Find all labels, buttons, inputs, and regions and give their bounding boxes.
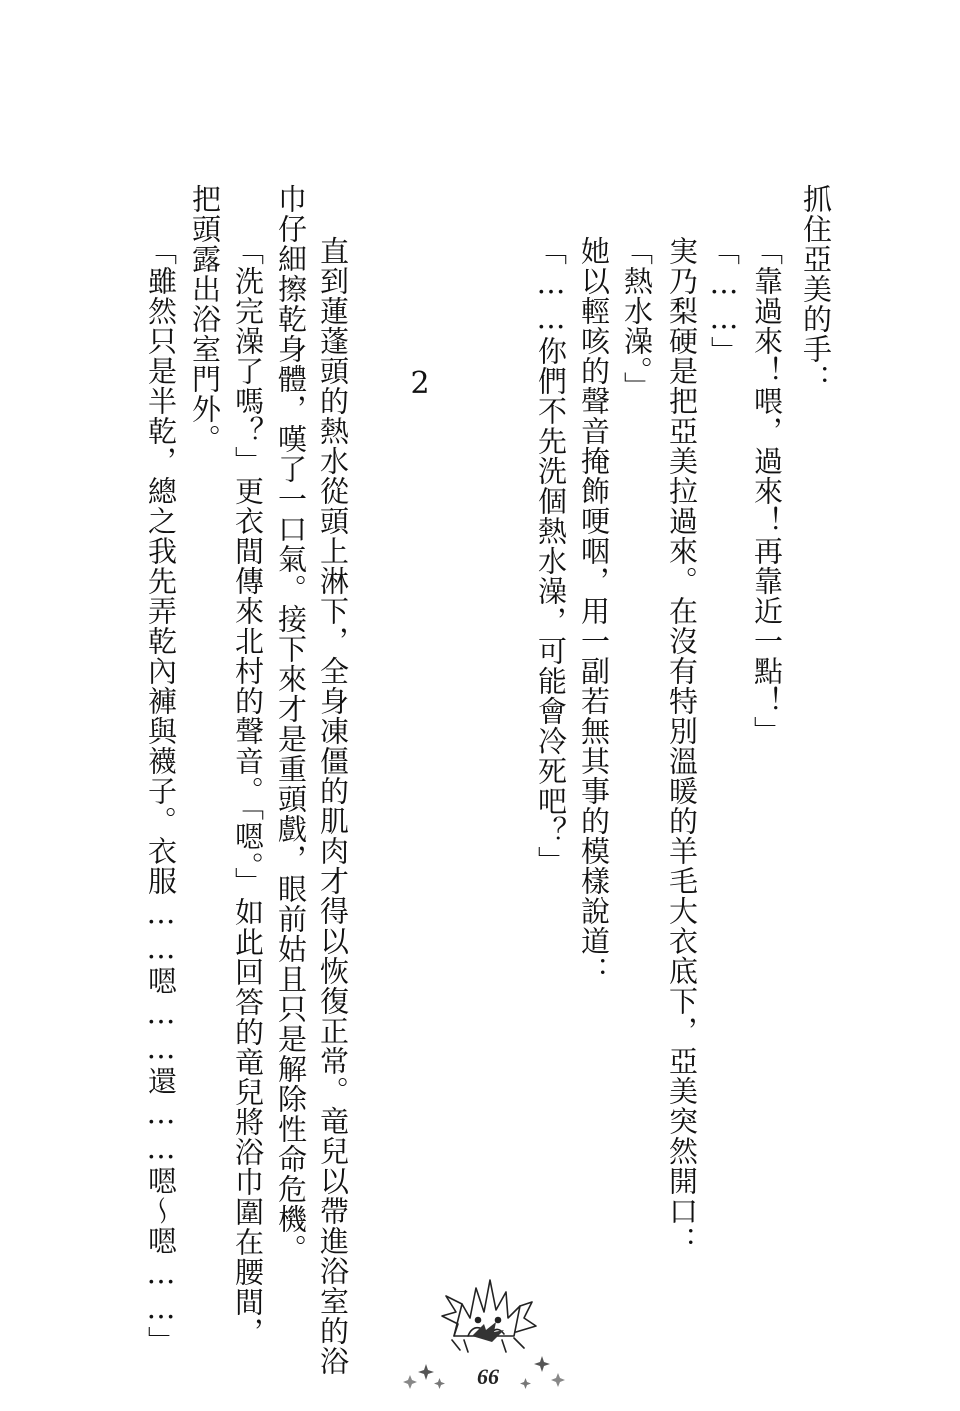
text-column-11: 把頭露出浴室門外。	[188, 184, 222, 454]
page-number: 66	[477, 1364, 499, 1389]
text-column-8: 直到蓮蓬頭的熱水從頭上淋下，全身凍僵的肌肉才得以恢復正常。竜兒以帶進浴室的浴	[316, 236, 350, 1376]
text-column-5: 「熱水澡。」	[620, 236, 654, 402]
text-column-7: 「……你們不先洗個熱水澡，可能會冷死吧？」	[534, 236, 568, 876]
text-column-1: 抓住亞美的手：	[799, 184, 833, 394]
text-column-9: 巾仔細擦乾身體，嘆了一口氣。接下來才是重頭戲，眼前姑且只是解除性命危機。	[274, 184, 308, 1264]
section-number: 2	[410, 366, 430, 401]
dragon-ornament-icon	[432, 1266, 542, 1356]
text-column-12: 「雖然只是半乾，總之我先弄乾內褲與襪子。衣服……嗯……還……嗯～嗯……」	[144, 236, 178, 1356]
text-column-4: 実乃梨硬是把亞美拉過來。在沒有特別溫暖的羊毛大衣底下，亞美突然開口：	[665, 236, 699, 1256]
text-column-2: 「靠過來！喂，過來！再靠近一點！」	[750, 236, 784, 746]
text-column-10: 「洗完澡了嗎？」更衣間傳來北村的聲音。「嗯。」如此回答的竜兒將浴巾圍在腰間，	[231, 236, 265, 1347]
text-column-6: 她以輕咳的聲音掩飾哽咽，用一副若無其事的模樣說道：	[577, 236, 611, 986]
text-column-3: 「……」	[707, 236, 741, 366]
